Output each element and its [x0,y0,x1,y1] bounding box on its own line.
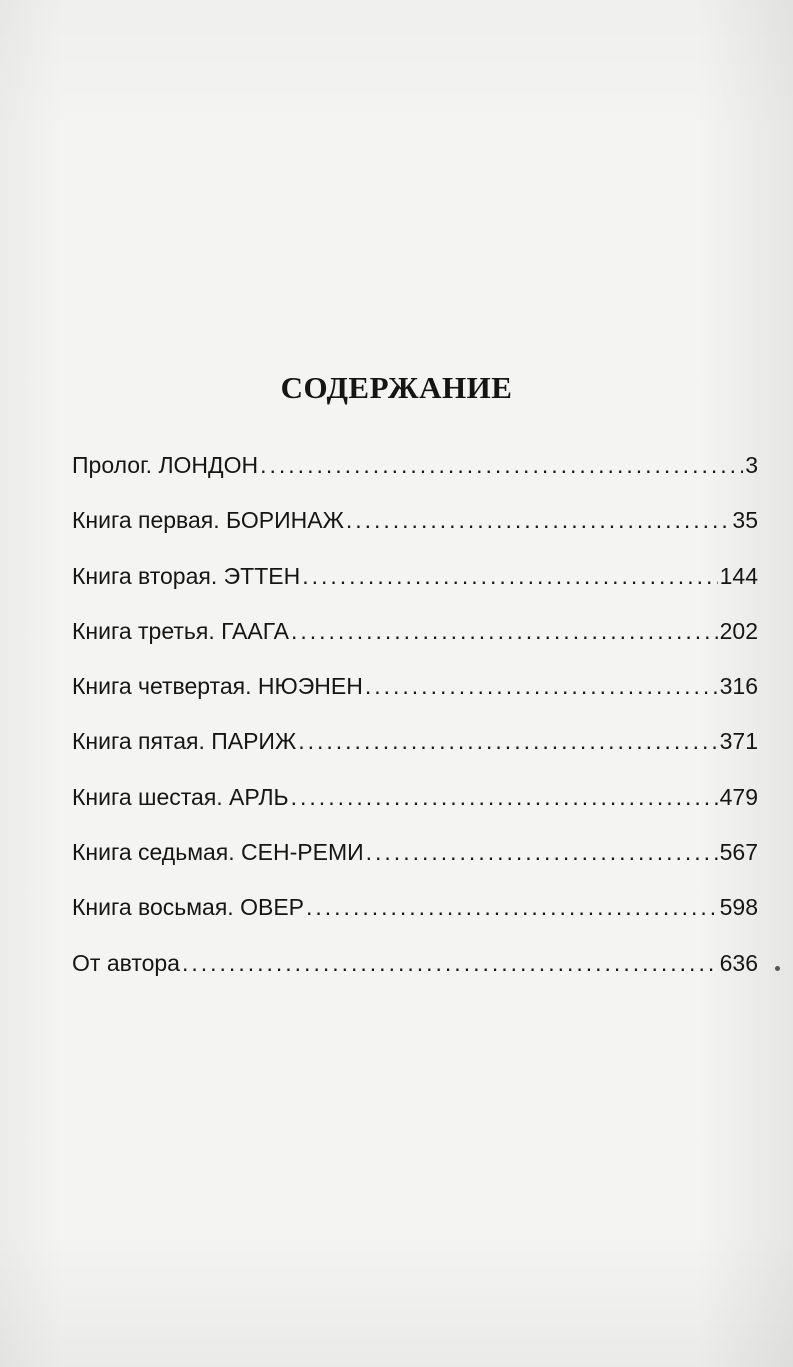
toc-leader-dots [291,784,718,811]
table-of-contents [72,452,758,1005]
toc-entry-title: Книга шестая. АРЛЬ [72,783,289,810]
toc-entry-page: 636 [719,949,758,976]
toc-entry [72,894,758,949]
toc-entry-title: Книга восьмая. ОВЕР [72,894,304,921]
toc-entry [72,839,758,894]
page-title: СОДЕРЖАНИЕ [280,370,513,405]
toc-entry-title: Книга первая. БОРИНАЖ [72,507,344,534]
toc-entry-page: 371 [719,728,758,755]
toc-leader-dots [302,563,717,590]
toc-entry-page: 479 [719,783,758,810]
toc-entry-title: От автора [72,949,180,976]
toc-entry-title: Книга седьмая. СЕН-РЕМИ [72,839,364,866]
toc-entry-page: 35 [732,507,758,534]
toc-entry [72,618,758,673]
toc-entry-title: Книга вторая. ЭТТЕН [72,562,301,589]
toc-entry-page: 3 [745,452,758,478]
toc-leader-dots [298,728,717,755]
toc-leader-dots [365,673,718,700]
toc-entry [72,728,758,783]
toc-entry-page: 567 [719,839,758,866]
toc-entry [72,950,758,1005]
toc-entry-title: Книга четвертая. НЮЭНЕН [72,673,363,700]
ink-spot [775,966,780,971]
toc-entry-page: 202 [719,617,758,644]
toc-entry-page: 144 [719,562,758,589]
toc-entry [72,673,758,728]
toc-entry [72,784,758,839]
toc-entry-title: Книга пятая. ПАРИЖ [72,728,297,755]
toc-entry-page: 316 [719,673,758,700]
toc-leader-dots [346,507,731,534]
toc-entry-title: Пролог. ЛОНДОН [72,452,259,478]
toc-leader-dots [182,950,718,977]
toc-leader-dots [291,618,718,645]
toc-entry [72,563,758,618]
toc-entry-title: Книга третья. ГААГА [72,617,289,644]
toc-leader-dots [260,452,743,479]
toc-entry [72,452,758,507]
toc-leader-dots [306,894,718,921]
toc-entry [72,507,758,562]
toc-leader-dots [366,839,718,866]
toc-entry-page: 598 [719,894,758,921]
